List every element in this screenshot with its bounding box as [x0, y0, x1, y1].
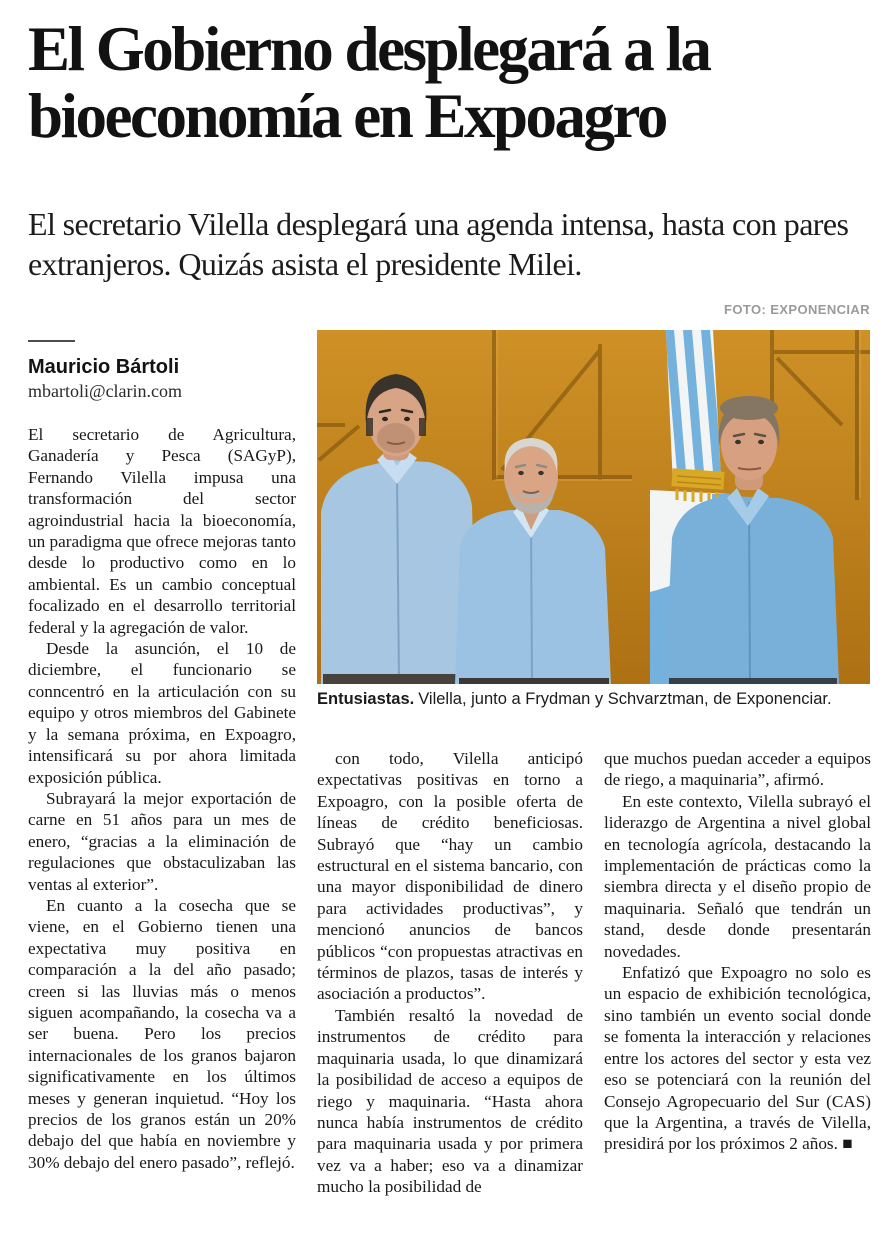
paragraph: También resaltó la novedad de instrumentos de crédito para maquinaria usada, lo que dinamizará la posibilidad de acceso a equipos de riego y maquinaria. “Hasta ahora nunca había instrumentos de crédito para maquinaria usada y por primera vez va a haber; eso va a dinamizar mucho la posibilidad de	[317, 1005, 583, 1197]
photo-illustration	[317, 330, 870, 684]
byline-block	[28, 340, 300, 404]
paragraph: En cuanto a la cosecha que se viene, en el Gobierno tienen una expectativa muy positiva en comparación a la del año pasado; creen si las lluvias más o menos siguen acompañando, la cosecha va a ser buena. Pero los precios internacionales de los granos bajaron significativamente en los últimos meses y generan inquietud. “Hoy los precios de los granos están un 20% debajo del que había en noviembre y 30% debajo del enero pasado”, reflejó.	[28, 895, 296, 1172]
byline-rule	[28, 340, 75, 342]
headline: El Gobierno desplegará a la bioeconomía en Expoagro	[28, 14, 710, 151]
photo-credit: FOTO: EXPONENCIAR	[724, 302, 870, 317]
article-photo	[317, 330, 870, 684]
photo-caption	[317, 689, 870, 710]
paragraph: que muchos puedan acceder a equipos de riego, a maquinaria”, afirmó.	[604, 749, 871, 790]
paragraph: Desde la asunción, el 10 de diciembre, el funcionario se conncentró en la articulación con su equipo y otros miembros del Gabinete y la semana próxima, en Expoagro, intensificará su por ahora limitada exposición pública.	[28, 639, 296, 787]
column-1	[28, 424, 296, 1173]
paragraph: con todo, Vilella anticipó expectativas positivas en torno a Expoagro, con la posible oferta de líneas de crédito beneficiosas. Subrayó que “hay un cambio estructural en el sistema bancario, con una mayor disponibilidad de dinero para actividades productivas”, y mencionó anuncios de bancos públicos “con propuestas atractivas en términos de plazos, tasas de interés y asociación a productos”.	[317, 749, 583, 1004]
paragraph: Enfatizó que Expoagro no solo es un espacio de exhibición tecnológica, sino también un evento social donde se fomenta la interacción y relaciones entre los actores del sector y esta vez eso se potenciará con la reunión del Consejo Agropecuario del Sur (CAS) que la Argentina, a través de Vilella, presidirá por los próximos 2 años. ■	[604, 963, 871, 1154]
column-3	[604, 748, 871, 1155]
paragraph: En este contexto, Vilella subrayó el liderazgo de Argentina a nivel global en tecnología agrícola, destacando la implementación de prácticas como la siembra directa y el diseño propio de maquinaria. Señaló que tendrán un stand, desde donde presentarán novedades.	[604, 791, 871, 961]
caption-text: Vilella, junto a Frydman y Schvarztman, de Exponenciar.	[418, 690, 832, 708]
caption-lead: Entusiastas.	[317, 690, 415, 708]
paragraph: El secretario de Agricultura, Ganadería y Pesca (SAGyP), Fernando Vilella impusa una transformación del sector agroindustrial hacia la bioeconomía, un paradigma que ofrece mejoras tanto desde lo productivo como en lo ambiental. Es un cambio conceptual focalizado en el desarrollo territorial federal y la agregación de valor.	[28, 425, 296, 637]
byline-email: mbartoli@clarin.com	[28, 381, 183, 401]
paragraph: Subrayará la mejor exportación de carne en 51 años para un mes de enero, “gracias a la eliminación de regulaciones que obstaculizaban las ventas al exterior”.	[28, 788, 296, 894]
column-2	[317, 748, 583, 1198]
byline-name: Mauricio Bártoli	[28, 356, 180, 378]
subheadline: El secretario Vilella desplegará una agenda intensa, hasta con pares extranjeros. Quizás asista el presidente Milei.	[28, 206, 849, 282]
